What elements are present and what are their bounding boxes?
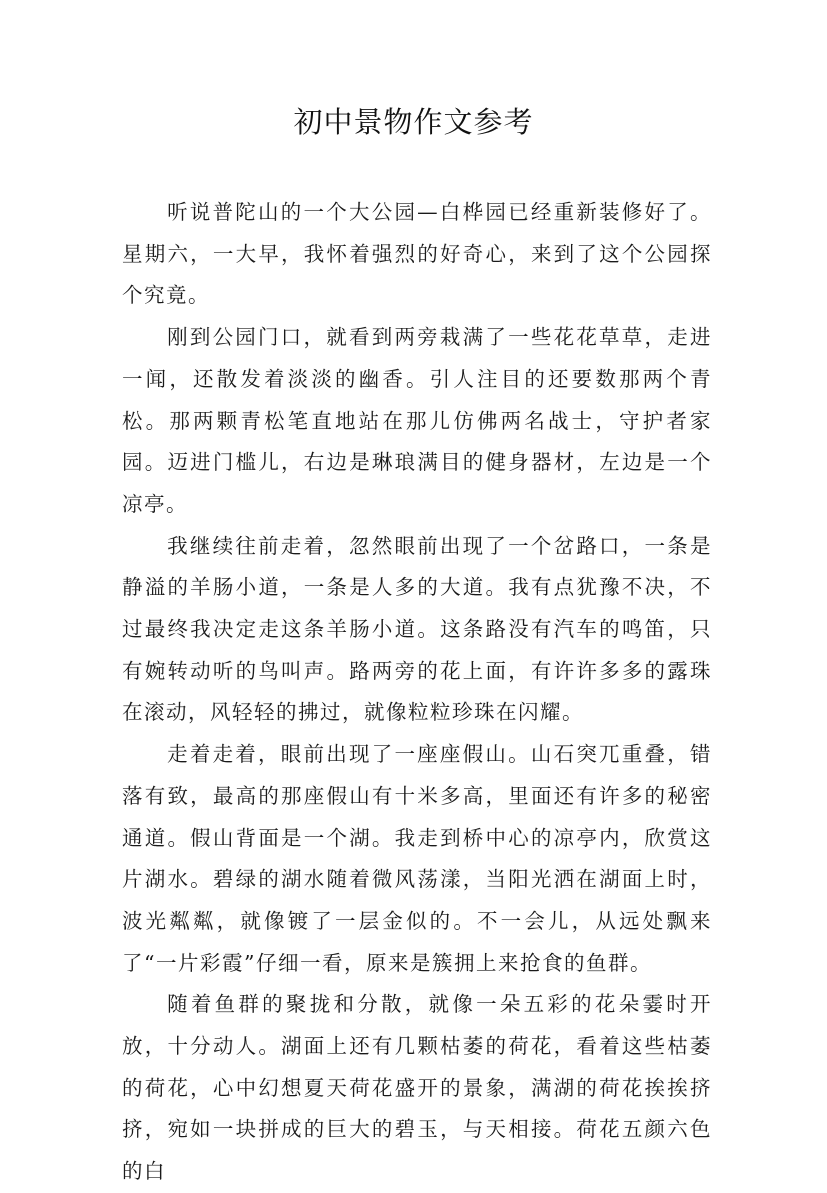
document-title: 初中景物作文参考 [293,105,534,139]
document-body [122,192,712,1193]
paragraph: 我继续往前走着，忽然眼前出现了一个岔路口，一条是静溢的羊肠小道，一条是人多的大道。我有点犹豫不决，不过最终我决定走这条羊肠小道。这条路没有汽车的鸣笛，只有婉转动听的鸟叫声。路两旁的花上面，有许许多多的露珠在滚动，风轻轻的拂过，就像粒粒珍珠在闪耀。 [122,533,712,725]
paragraph: 听说普陀山的一个大公园—白桦园已经重新装修好了。星期六，一大早，我怀着强烈的好奇心，来到了这个公园探个究竟。 [122,200,712,308]
paragraph: 刚到公园门口，就看到两旁栽满了一些花花草草，走进一闻，还散发着淡淡的幽香。引人注目的还要数那两个青松。那两颗青松笔直地站在那儿仿佛两名战士，守护者家园。迈进门槛儿，右边是琳琅满目的健身器材，左边是一个凉亭。 [122,325,712,516]
paragraph: 走着走着，眼前出现了一座座假山。山石突兀重叠，错落有致，最高的那座假山有十米多高，里面还有许多的秘密通道。假山背面是一个湖。我走到桥中心的凉亭内，欣赏这片湖水。碧绿的湖水随着微风荡漾，当阳光洒在湖面上时，波光粼粼，就像镀了一层金似的。不一会儿，从远处飘来了“一片彩霞”仔细一看，原来是簇拥上来抢食的鱼群。 [122,742,712,975]
paragraph: 随着鱼群的聚拢和分散，就像一朵五彩的花朵霎时开放，十分动人。湖面上还有几颗枯萎的荷花，看着这些枯萎的荷花，心中幻想夏天荷花盛开的景象，满湖的荷花挨挨挤挤，宛如一块拼成的巨大的碧玉，与天相接。荷花五颜六色的白 [122,992,712,1184]
